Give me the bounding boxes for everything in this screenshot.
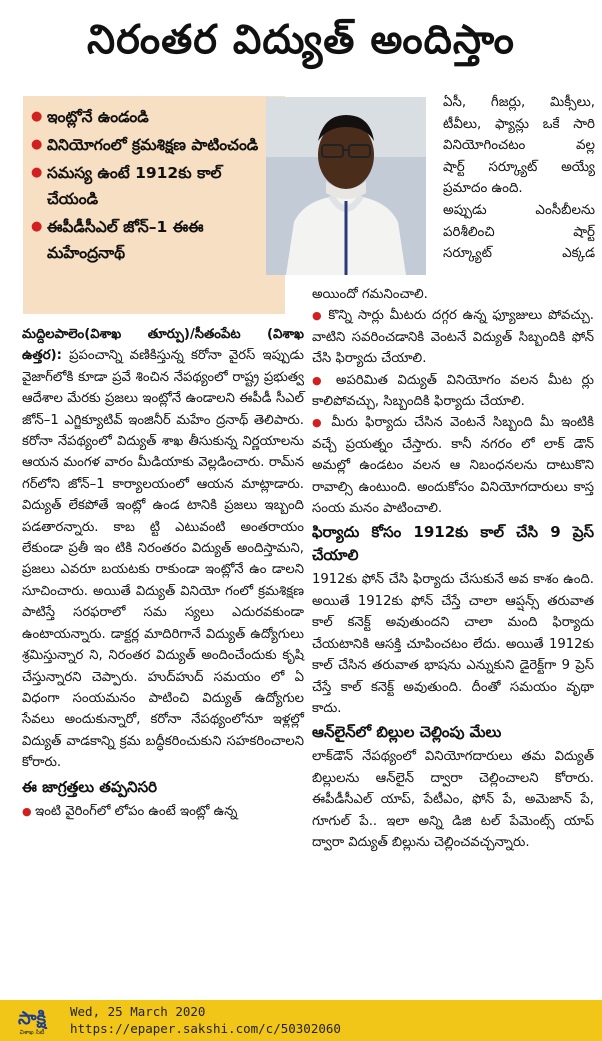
intro-line: ప్రమాదం ఉంది. (443, 181, 523, 197)
svg-text:సాక్షి: సాక్షి (18, 1008, 46, 1029)
footer-bar (0, 1000, 602, 1041)
intro-line: షార్ట్ సర్క్యూట్ అయ్యే (443, 159, 595, 175)
right-intro-column (443, 92, 595, 265)
tip-text: ఇంటి వైరింగ్‌లో లోపం ఉంటే ఇంట్లో ఉన్న (35, 803, 238, 819)
subheading: ఈ జాగ్రత్తలు తప్పనిసరి (22, 777, 158, 796)
dateline: మద్దిలపాలెం(విశాఖ తూర్పు)/సీతంపేట (విశాఖ ఉత్తర): (22, 327, 304, 364)
highlights-box (23, 96, 285, 314)
sakshi-logo (4, 1003, 60, 1037)
tip-item (312, 305, 594, 369)
paragraph: 1912కు ఫోన్ చేసి ఫిర్యాదు చేసుకునే అవ కాశం ఉంది. అయితే 1912కు ఫోన్ చేస్తే చాలా ఆప్షన్స్ తరువాత కాల్ కనెక్ట్ అవుతుందని చాలా మంది ఫిర్యాదు చేయటానికి ఆసక్తి చూపించటం లేదు. అయితే 1912కు కాల్ చేసిన తరువాత భాషను ఎన్నుకుని డైరెక్ట్‌గా 9 ప్రెస్ చేస్తే కాల్ కనెక్ట్ అవుతుంది. దీంతో సమయం వృథా కాదు. (312, 572, 594, 716)
intro-line: ఏసీ, గీజర్లు, మిక్సీలు, (443, 95, 595, 110)
headline: నిరంతర విద్యుత్ అందిస్తాం (87, 17, 515, 63)
highlight-item: ● ఇంట్లోనే ఉండండి (31, 104, 277, 130)
paragraph (22, 324, 304, 774)
highlight-item: ● ఈపీడీసీఎల్ జోన్–1 ఈఈ మహేంద్రనాథ్ (31, 214, 277, 266)
tip-item (312, 412, 594, 519)
footer-info (70, 1003, 341, 1037)
subheading: ఫిర్యాదు కోసం 1912కు కాల్ చేసి 9 ప్రెస్ చేయాలి (312, 523, 594, 565)
tip-item (22, 801, 304, 822)
right-column (312, 284, 594, 853)
intro-line: సర్క్యూట్ ఎక్కడ (443, 246, 595, 262)
tip-item (312, 370, 594, 413)
intro-line: పరిశీలించి షార్ట్ (443, 224, 595, 240)
person-portrait-image (266, 97, 426, 275)
bullet-dot-icon: ● (22, 804, 36, 818)
publish-date: Wed, 25 March 2020 (70, 1004, 206, 1019)
bullet-dot-icon: ● (312, 309, 329, 323)
intro-line: టీవీలు, ఫ్యాన్లు ఒకే సారి (443, 116, 595, 132)
lead-text: ప్రపంచాన్ని వణికిస్తున్న కరోనా వైరస్ ఇప్పుడు వైజాగ్‌లోకి కూడా ప్రవే శించిన నేపథ్యంలో రాష్ట్ర ప్రభుత్వ ఆదేశాల మేరకు ప్రజలు ఇంట్లోనే ఉండాలని ఈపీడీ సీఎల్ జోన్–1 ఎగ్జిక్యూటివ్ ఇంజినీర్ మహేం ద్రనాథ్ తెలిపారు. కరోనా నేపథ్యంలో విద్యుత్ శాఖ తీసుకున్న నిర్ణయాలను ఆయన మంగళ వారం మీడియాకు వెల్లడించారు. రామ్‌న గర్‌లోని జోన్–1 కార్యాలయంలో ఆయన మాట్లాడారు. విద్యుత్ లేకపోతే ఇంట్లో ఉండ టానికి ప్రజలు ఇబ్బంది పడతారన్నారు. కాబ ట్టి ఎటువంటి అంతరాయం లేకుండా ప్రతీ ఇం టికి నిరంతరం విద్యుత్ అందిస్తామని, ప్రజలు ఎవరూ బయటకు రాకుండా ఇంట్లోనే ఉం డాలని సూచించారు. అయితే విద్యుత్ వినియో గంలో క్రమశిక్షణ పాటిస్తే సరఫరాలో సమ స్యలు ఎదురవకుండా ఉంటాయన్నారు. డాక్టర్ల మాదిరిగానే విద్యుత్ ఉద్యోగులు శ్రమిస్తున్నార ని, నిరంతర విద్యుత్ అందించేందుకు కృషి చేస్తున్నారని చెప్పారు. హుద్‌హుద్ సమయం లో ఏ విధంగా సంయమనం పాటించి విద్యుత్ ఉద్యోగుల సేవలు అందుకున్నారో, కరోనా నేపథ్యంలోనూ ఇళ్లల్లో విద్యుత్ వాడకాన్ని క్రమ బద్ధీకరించుకుని సహకరించాలని కోరారు. (22, 348, 304, 771)
left-column (22, 324, 304, 822)
sakshi-logo-icon (4, 1003, 60, 1037)
highlight-item: ● సమస్య ఉంటే 1912కు కాల్ చేయండి (31, 160, 277, 212)
paragraph: అయిందో గమనించాలి. (312, 287, 428, 302)
source-url[interactable]: https://epaper.sakshi.com/c/50302060 (70, 1021, 341, 1036)
tip-text: అపరిమిత విద్యుత్ వినియోగం వలన మీట ర్లు కాలిపోవచ్చు, సిబ్బందికి ఫిర్యాదు చేయాలి. (312, 372, 594, 410)
highlight-item: ● వినియోగంలో క్రమశిక్షణ పాటించండి (31, 132, 277, 158)
tip-text: మీరు ఫిర్యాదు చేసిన వెంటనే సిబ్బంది మీ ఇంటికి వచ్చే ప్రయత్నం చేస్తారు. కానీ నగరం లో లాక్ డౌన్ అమల్లో ఉండటం వలన ఆ నిబంధనలను దాటుకొని రావాల్సి ఉంటుంది. అందుకోసం వినియోగదారులు కాస్త సంయ మనం పాటించాలి. (312, 415, 594, 517)
intro-line: అప్పుడు ఎంసీబీలను (443, 202, 595, 218)
svg-text:విశాఖ సిటీ: విశాఖ సిటీ (19, 1029, 45, 1036)
paragraph: లాక్‌డౌన్ నేపథ్యంలో వినియోగదారులు తమ విద్యుత్ బిల్లులను ఆన్‌లైన్ ద్వారా చెల్లించాలని కోరారు. ఈపీడీసీఎల్ యాప్, పేటీఎం, ఫోన్ పే, అమెజాన్ పే, గూగుల్ పే.. ఇలా అన్ని డిజి టల్ పేమెంట్స్ యాప్ ద్వారా విద్యుత్ బిల్లును చెల్లించవచ్చన్నారు. (312, 749, 594, 850)
intro-line: వినియోగించటం వల్ల (443, 138, 595, 154)
tip-text: కొన్ని సార్లు మీటరు దగ్గర ఉన్న ఫ్యూజులు పోవచ్చు. వాటిని సవరించడానికి వెంటనే విద్యుత్ సిబ్బందికి ఫోన్ చేసి ఫిర్యాదు చేయాలి. (312, 308, 594, 367)
subheading: ఆన్‌లైన్‌లో బిల్లుల చెల్లింపు మేలు (312, 723, 502, 742)
bullet-dot-icon: ● (312, 373, 336, 387)
bullet-dot-icon: ● (312, 416, 332, 430)
person-photo (266, 97, 426, 275)
